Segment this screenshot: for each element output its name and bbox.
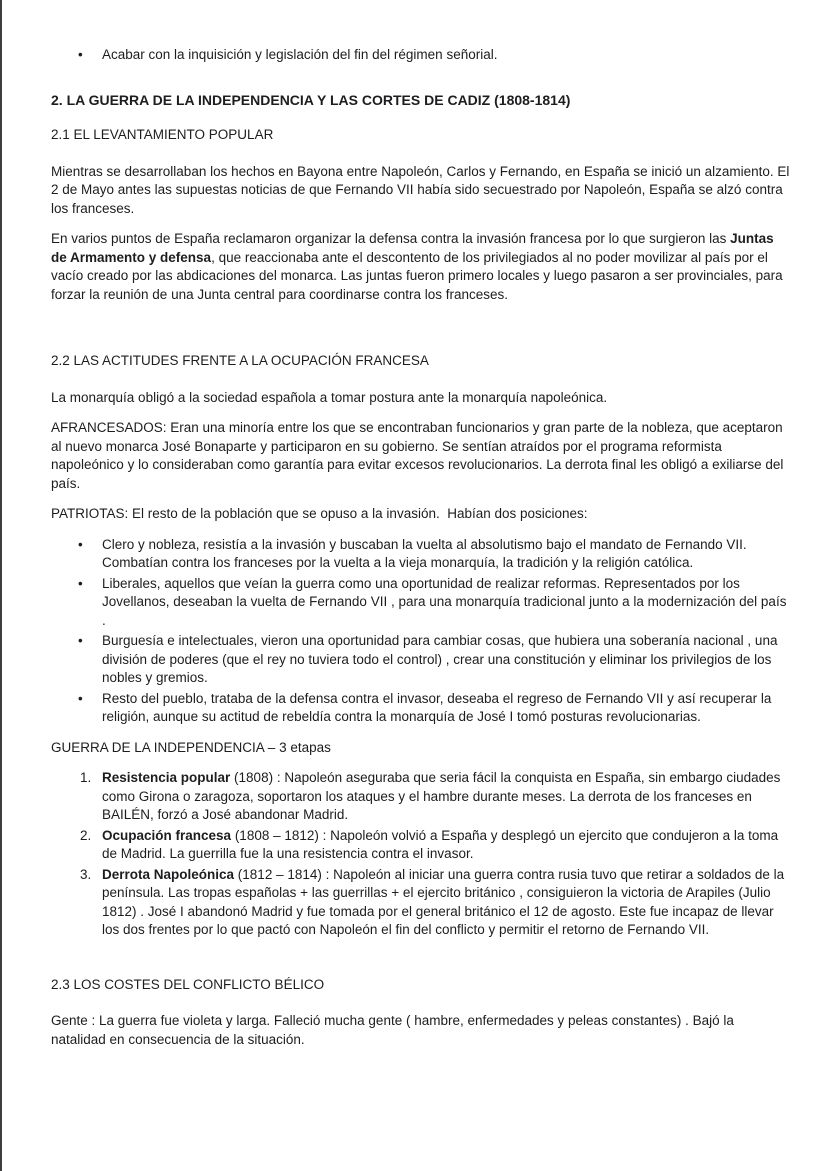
paragraph-patriotas: PATRIOTAS: El resto de la población que se opuso a la invasión. Habían dos posiciones: [51,506,588,521]
war-stages-heading: GUERRA DE LA INDEPENDENCIA – 3 etapas [51,739,331,755]
bullet-text-liberales: Liberales, aquellos que veían la guerra como una oportunidad de realizar reformas. Representados por los Jovellanos, deseaban la vuelta de Fernando VII , para una monarquía tradicional junto a la modernización del país . [102,575,791,628]
stage-name-resistencia: Resistencia popular [102,770,231,785]
list-item [51,690,790,727]
paragraph-levantamiento-2 [51,230,790,304]
bullet-text-burguesia: Burguesía e intelectuales, vieron una oportunidad para cambiar cosas, que hubiera una soberanía nacional , una división de poderes (que el rey no tuviera todo el control) , crear una constitución y eliminar los privilegios de los nobles y gremios. [102,633,782,685]
list-item [51,575,790,631]
paragraph-gente: Gente : La guerra fue violeta y larga. Falleció mucha gente ( hambre, enfermedades y peleas constantes) . Bajó la natalidad en consecuencia de la situación. [51,1013,738,1047]
bullet-text-clero: Clero y nobleza, resistía a la invasión y buscaban la vuelta al absolutismo bajo el mandato de Fernando VII. Combatían contra los franceses por la vuelta a la vieja monarquía, la tradición y la religión católica. [102,536,751,570]
war-stages-list [51,769,790,940]
positions-bullet-list [51,536,790,727]
stage-text: (1808) : Napoleón aseguraba que seria fácil la conquista en España, sin embargo ciudades como Girona o zaragoza, soportaron los ataques y el hambre durante meses. La derrota de los franceses en BAILÉN, forzó a José abandonar Madrid. [102,770,785,822]
list-item [51,866,790,940]
paragraph-text: En varios puntos de España reclamaron organizar la defensa contra la invasión francesa por lo que surgieron las [51,231,731,246]
paragraph-levantamiento-1: Mientras se desarrollaban los hechos en Bayona entre Napoleón, Carlos y Fernando, en España se inició un alzamiento. El 2 de Mayo antes las supuestas noticias de que Fernando VII había sido secuestrado por Napoleón, España se alzó contra los franceses. [51,163,794,216]
list-item [51,827,790,864]
list-item [51,46,790,65]
stage-text: (1808 – 1812) : Napoleón volvió a España y desplegó un ejercito que condujeron a la toma de Madrid. La guerrilla fue la una resistencia contra el invasor. [102,827,782,861]
intro-bullet-text: Acabar con la inquisición y legislación del fin del régimen señorial. [102,47,498,62]
list-item [51,632,790,688]
stage-name-derrota: Derrota Napoleónica [102,866,235,882]
paragraph-afrancesados: AFRANCESADOS: Eran una minoría entre los que se encontraban funcionarios y gran parte de la nobleza, que aceptaron al nuevo monarca José Bonaparte y participaron en su gobierno. Se sentían atraídos por el programa reformista napoleónico y lo consideraban como garantía para evitar excesos revolucionarios. La derrota final les obligó a exiliarse del país. [51,420,788,491]
stage-name-ocupacion: Ocupación francesa [102,827,232,843]
bullet-text-resto-pueblo: Resto del pueblo, trataba de la defensa contra el invasor, deseaba el regreso de Fernando VII y así recuperar la religión, aunque su actitud de rebeldía contra la monarquía de José I tomó posturas revolucionarias. [102,690,776,724]
paragraph-text: , que reaccionaba ante el descontento de los privilegiados al no poder movilizar al país por el vacío creado por las abdicaciones del monarca. Las juntas fueron primero locales y luego pasaron a ser provinciales, para forzar la reunión de una Junta central para coordinarse contra los franceses. [51,249,787,302]
list-item [51,536,790,573]
list-number: 1. [80,770,92,785]
intro-bullet-list [51,46,790,65]
section-2-2-heading: 2.2 LAS ACTITUDES FRENTE A LA OCUPACIÓN FRANCESA [51,353,429,368]
section-2-heading: 2. LA GUERRA DE LA INDEPENDENCIA Y LAS CORTES DE CADIZ (1808-1814) [51,91,571,108]
section-2-3-heading: 2.3 LOS COSTES DEL CONFLICTO BÉLICO [51,976,325,992]
list-item [51,769,790,825]
bold-juntas-text: Juntas de Armamento y defensa [51,231,778,265]
stage-text: (1812 – 1814) : Napoleón al iniciar una guerra contra rusia tuvo que retirar a soldados de la península. Las tropas españolas + las guerrillas + el ejercito británico , consiguieron la victoria de Arapiles (Julio 1812) . José I abandonó Madrid y fue tomada por el general británico el 12 de agosto. Este fue incapaz de llevar los dos frentes por lo que pactó con Napoleón el fin del conflicto y permitir el retorno de Fernando VII. [102,866,788,937]
list-number: 3. [80,866,92,882]
paragraph-monarquia: La monarquía obligó a la sociedad española a tomar postura ante la monarquía napoleónica. [51,389,608,405]
list-number: 2. [80,827,92,843]
section-2-1-heading: 2.1 EL LEVANTAMIENTO POPULAR [51,127,274,142]
